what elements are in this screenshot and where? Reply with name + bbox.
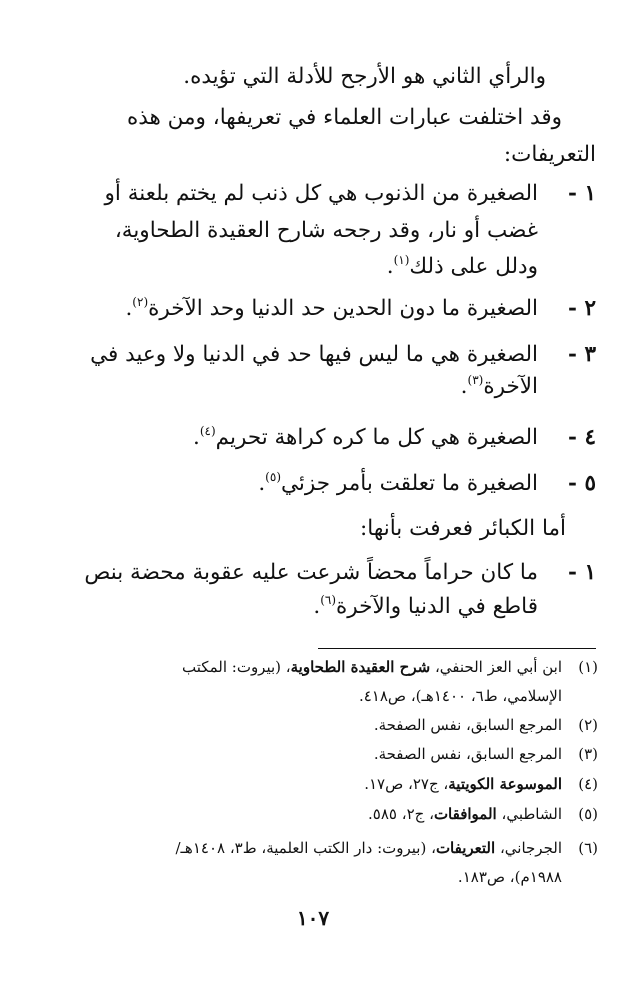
small-def-2-number: ٢ - <box>568 296 596 321</box>
footnote-5: (٥)الشاطبي، الموافقات، ج٢، ٥٨٥. <box>368 805 598 823</box>
intro-line-1: والرأي الثاني هو الأرجح للأدلة التي تؤيده. <box>183 64 546 89</box>
footnote-ref-3: (٣) <box>467 373 484 387</box>
footnote-3: (٣)المرجع السابق، نفس الصفحة. <box>373 745 598 763</box>
small-def-5-line-1: الصغيرة ما تعلقت بأمر جزئي$^{(٥)}$. <box>258 470 538 496</box>
small-def-3-line-1: الصغيرة هي ما ليس فيها حد في الدنيا ولا وعيد في <box>90 342 538 367</box>
page-number: ١٠٧ <box>296 906 330 930</box>
footnote-4: (٤)الموسوعة الكويتية، ج٢٧، ص١٧. <box>364 775 598 793</box>
small-def-3-number: ٣ - <box>568 342 596 367</box>
major-heading: أما الكبائر فعرفت بأنها: <box>360 516 566 541</box>
footnote-2: (٢)المرجع السابق، نفس الصفحة. <box>373 716 598 734</box>
footnote-6-line-2: ١٩٨٨م)، ص١٨٣. <box>457 868 562 886</box>
small-def-1-line-3: ودلل على ذلك$^{(١)}$. <box>386 253 538 279</box>
small-def-4-number: ٤ - <box>568 425 596 450</box>
small-def-1-line-2: غضب أو نار، وقد رجحه شارح العقيدة الطحاوية، <box>114 218 538 243</box>
footnote-1: (١)ابن أبي العز الحنفي، شرح العقيدة الطحاوية، (بيروت: المكتب <box>182 658 598 676</box>
footnote-ref-5: (٥) <box>265 470 281 484</box>
major-def-1-line-1: ما كان حراماً محضاً شرعت عليه عقوبة محضة بنص <box>84 560 538 585</box>
small-def-4-line-1: الصغيرة هي كل ما كره كراهة تحريم$^{(٤)}$. <box>193 424 538 450</box>
major-def-1-number: ١ - <box>568 560 596 585</box>
intro-line-3: التعريفات: <box>503 142 596 167</box>
small-def-5-number: ٥ - <box>568 471 596 496</box>
intro-line-2: وقد اختلفت عبارات العلماء في تعريفها، ومن هذه <box>126 105 562 130</box>
major-def-1-line-2: قاطع في الدنيا والآخرة$^{(٦)}$. <box>313 593 538 619</box>
small-def-1-number: ١ - <box>568 181 596 206</box>
footnote-ref-4: (٤) <box>199 424 216 438</box>
footnote-ref-2: (٢) <box>132 295 149 309</box>
footnote-ref-6: (٦) <box>320 593 337 607</box>
small-def-1-line-1: الصغيرة من الذنوب هي كل ذنب لم يختم بلعنة أو <box>104 181 538 206</box>
footnote-1-line-2: الإسلامي، ط٦، ١٤٠٠هـ)، ص٤١٨. <box>358 687 562 705</box>
small-def-3-line-2: الآخرة$^{(٣)}$. <box>460 373 538 399</box>
small-def-2-line-1: الصغيرة ما دون الحدين حد الدنيا وحد الآخرة$^{(٢)}$. <box>125 295 538 321</box>
footnote-6: (٦)الجرجاني، التعريفات، (بيروت: دار الكتب العلمية، ط٣، ١٤٠٨هـ/ <box>175 839 598 857</box>
footnote-ref-1: (١) <box>393 253 410 267</box>
footnote-separator <box>318 648 596 649</box>
